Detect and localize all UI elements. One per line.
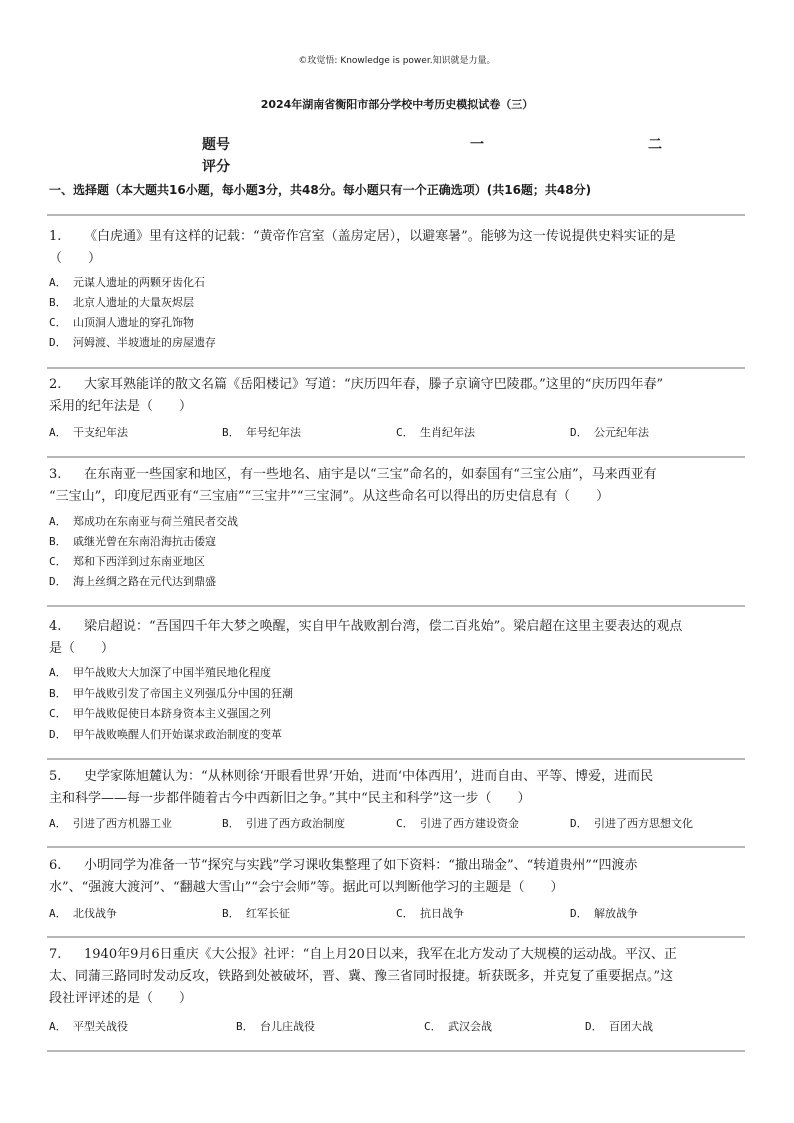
divider bbox=[47, 1050, 745, 1052]
question-2 bbox=[49, 374, 749, 418]
question-stem-cont: 采用的纪年法是（ ） bbox=[49, 399, 193, 414]
option-d[interactable]: D． 甲午战败唤醒人们开始谋求政治制度的变革 bbox=[49, 728, 282, 741]
option-b[interactable]: B． 红军长征 bbox=[222, 907, 290, 920]
question-stem: 史学家陈旭麓认为：“从林则徐‘开眼看世界’开始，进而‘中体西用’，进而自由、平等、博爱，进而民 bbox=[84, 769, 654, 784]
option-a[interactable]: A． 干支纪年法 bbox=[49, 426, 128, 439]
option-d[interactable]: D． 解放战争 bbox=[570, 907, 638, 920]
question-5 bbox=[49, 766, 749, 810]
option-a[interactable]: A． 引进了西方机器工业 bbox=[49, 817, 172, 830]
question-6 bbox=[49, 855, 749, 899]
question-stem-cont: 段社评评述的是（ ） bbox=[49, 991, 193, 1006]
question-stem-cont: 是（ ） bbox=[49, 641, 115, 656]
question-stem-cont: 主和科学——每一步都伴随着古今中西新旧之争。”其中“民主和科学”这一步（ ） bbox=[49, 791, 531, 806]
option-b[interactable]: B． 引进了西方政治制度 bbox=[222, 817, 345, 830]
document-title: 2024年湖南省衡阳市部分学校中考历史模拟试卷（三） bbox=[260, 98, 534, 111]
score-col-one: 一 bbox=[470, 137, 484, 153]
option-a[interactable]: A． 元谋人遗址的两颗牙齿化石 bbox=[49, 276, 205, 289]
option-c[interactable]: C． 生肖纪年法 bbox=[396, 426, 475, 439]
question-number: 3. bbox=[49, 467, 62, 482]
option-c[interactable]: C． 甲午战败促使日本跻身资本主义强国之列 bbox=[49, 707, 271, 720]
question-1 bbox=[49, 226, 749, 270]
divider bbox=[47, 456, 745, 458]
question-number: 2. bbox=[49, 377, 62, 392]
option-c[interactable]: C． 抗日战争 bbox=[396, 907, 464, 920]
divider bbox=[47, 846, 745, 848]
question-stem-cont: （ ） bbox=[49, 251, 102, 266]
option-d[interactable]: D． 公元纪年法 bbox=[570, 426, 649, 439]
question-3 bbox=[49, 464, 749, 508]
question-number: 7. bbox=[49, 947, 62, 962]
header-note: ©玫觉悟: Knowledge is power.知识就是力量。 bbox=[298, 56, 496, 66]
score-row-label-score: 评分 bbox=[202, 159, 230, 175]
question-number: 5. bbox=[49, 769, 62, 784]
question-number: 4. bbox=[49, 619, 62, 634]
question-number: 6. bbox=[49, 858, 62, 873]
option-a[interactable]: A． 平型关战役 bbox=[49, 1020, 128, 1033]
option-c[interactable]: C． 郑和下西洋到过东南亚地区 bbox=[49, 555, 205, 568]
option-b[interactable]: B． 台儿庄战役 bbox=[236, 1020, 315, 1033]
option-a[interactable]: A． 甲午战败大大加深了中国半殖民地化程度 bbox=[49, 666, 271, 679]
option-d[interactable]: D． 引进了西方思想文化 bbox=[570, 817, 693, 830]
score-col-two: 二 bbox=[648, 137, 662, 153]
option-d[interactable]: D． 百团大战 bbox=[585, 1020, 653, 1033]
question-number: 1. bbox=[49, 229, 62, 244]
question-stem: 1940年9月6日重庆《大公报》社评：“自上月20日以来，我军在北方发动了大规模的运动战。平汉、正 bbox=[84, 947, 677, 962]
divider bbox=[47, 758, 745, 760]
question-stem: 在东南亚一些国家和地区，有一些地名、庙宇是以“三宝”命名的，如泰国有“三宝公庙”，马来西亚有 bbox=[84, 467, 657, 482]
question-stem: 《白虎通》里有这样的记载：“黄帝作宫室（盖房定居），以避寒暑”。能够为这一传说提供史料实证的是 bbox=[84, 229, 676, 244]
section-title: 一、选择题（本大题共16小题，每小题3分，共48分。每小题只有一个正确选项）(共16题；共48分) bbox=[49, 183, 592, 197]
option-d[interactable]: D． 河姆渡、半坡遗址的房屋遗存 bbox=[49, 336, 216, 349]
divider bbox=[47, 605, 745, 607]
question-stem: 大家耳熟能详的散文名篇《岳阳楼记》写道：“庆历四年春，滕子京谪守巴陵郡。”这里的“庆历四年春” bbox=[84, 377, 664, 392]
question-4 bbox=[49, 616, 749, 660]
question-stem: 小明同学为准备一节“探究与实践”学习课收集整理了如下资料：“撤出瑞金”、“转道贵州”“四渡赤 bbox=[84, 858, 638, 873]
option-b[interactable]: B． 北京人遗址的大量灰烬层 bbox=[49, 296, 194, 309]
question-stem-cont: 太、同蒲三路同时发动反攻，铁路到处被破坏，晋、冀、豫三省同时报捷。斩获既多，并克复了重要据点。”这 bbox=[49, 969, 674, 984]
question-stem: 梁启超说：“吾国四千年大梦之唤醒，实自甲午战败割台湾，偿二百兆始”。梁启超在这里主要表达的观点 bbox=[84, 619, 683, 634]
option-b[interactable]: B． 年号纪年法 bbox=[222, 426, 301, 439]
question-7 bbox=[49, 944, 749, 1010]
option-a[interactable]: A． 郑成功在东南亚与荷兰殖民者交战 bbox=[49, 515, 238, 528]
option-a[interactable]: A． 北伐战争 bbox=[49, 907, 117, 920]
question-stem-cont: “三宝山”，印度尼西亚有“三宝庙”“三宝井”“三宝洞”。从这些命名可以得出的历史信息有（ ） bbox=[49, 489, 610, 504]
divider bbox=[47, 214, 745, 216]
divider bbox=[47, 936, 745, 938]
option-b[interactable]: B． 甲午战败引发了帝国主义列强瓜分中国的狂潮 bbox=[49, 687, 293, 700]
option-d[interactable]: D． 海上丝绸之路在元代达到鼎盛 bbox=[49, 575, 216, 588]
option-b[interactable]: B． 戚继光曾在东南沿海抗击倭寇 bbox=[49, 535, 216, 548]
divider bbox=[47, 367, 745, 369]
score-row-label-number: 题号 bbox=[202, 137, 230, 153]
question-stem-cont: 水”、“强渡大渡河”、“翻越大雪山”“会宁会师”等。据此可以判断他学习的主题是（ ） bbox=[49, 880, 564, 895]
option-c[interactable]: C． 武汉会战 bbox=[424, 1020, 492, 1033]
option-c[interactable]: C． 引进了西方建设资金 bbox=[396, 817, 519, 830]
option-c[interactable]: C． 山顶洞人遗址的穿孔饰物 bbox=[49, 316, 194, 329]
